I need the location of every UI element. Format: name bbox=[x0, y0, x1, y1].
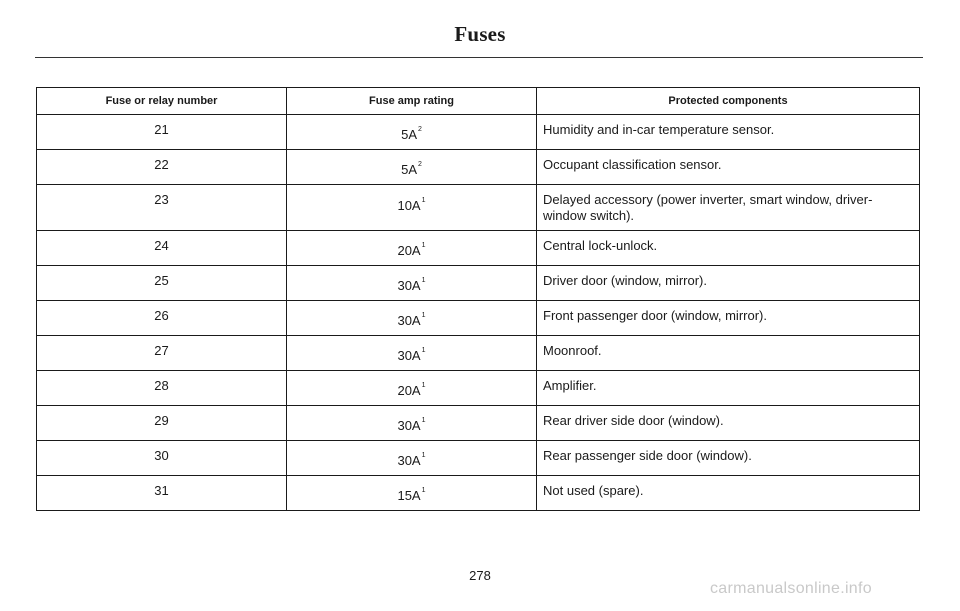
table-header-row bbox=[37, 88, 920, 115]
fuse-number: 24 bbox=[37, 231, 287, 266]
amp-rating bbox=[287, 476, 537, 511]
amp-value: 15A bbox=[397, 488, 421, 503]
table-row bbox=[37, 115, 920, 150]
watermark: carmanualsonline.info bbox=[710, 580, 872, 597]
footnote-marker: 1 bbox=[421, 277, 426, 284]
amp-value: 30A bbox=[397, 278, 421, 293]
section-title: Fuses bbox=[454, 22, 506, 46]
protected-component: Front passenger door (window, mirror). bbox=[537, 301, 920, 336]
amp-value: 5A bbox=[401, 162, 417, 177]
table-row bbox=[37, 441, 920, 476]
fuse-number: 23 bbox=[37, 185, 287, 231]
amp-rating bbox=[287, 371, 537, 406]
fuse-number: 31 bbox=[37, 476, 287, 511]
footnote-marker: 1 bbox=[421, 312, 426, 319]
column-header-protected-components: Protected components bbox=[537, 88, 920, 115]
fuse-number: 22 bbox=[37, 150, 287, 185]
footnote-marker: 1 bbox=[421, 197, 426, 204]
footnote-marker: 1 bbox=[421, 242, 426, 249]
footnote-marker: 1 bbox=[421, 487, 426, 494]
table-row bbox=[37, 406, 920, 441]
amp-value: 10A bbox=[397, 198, 421, 213]
table-row bbox=[37, 266, 920, 301]
table-row bbox=[37, 185, 920, 231]
amp-value: 20A bbox=[397, 383, 421, 398]
amp-rating bbox=[287, 266, 537, 301]
footnote-marker: 1 bbox=[421, 382, 426, 389]
fuse-number: 28 bbox=[37, 371, 287, 406]
amp-value: 30A bbox=[397, 418, 421, 433]
amp-value: 30A bbox=[397, 348, 421, 363]
column-header-amp-rating: Fuse amp rating bbox=[287, 88, 537, 115]
footnote-marker: 2 bbox=[418, 126, 422, 133]
amp-value: 20A bbox=[397, 243, 421, 258]
header-divider bbox=[35, 57, 923, 58]
column-header-fuse-number: Fuse or relay number bbox=[37, 88, 287, 115]
protected-component: Occupant classification sensor. bbox=[537, 150, 920, 185]
table-row bbox=[37, 371, 920, 406]
fuse-number: 26 bbox=[37, 301, 287, 336]
amp-value: 5A bbox=[401, 127, 417, 142]
footnote-marker: 1 bbox=[421, 452, 426, 459]
protected-component: Moonroof. bbox=[537, 336, 920, 371]
protected-component: Central lock-unlock. bbox=[537, 231, 920, 266]
footnote-marker: 2 bbox=[418, 161, 422, 168]
amp-value: 30A bbox=[397, 453, 421, 468]
footnote-marker: 1 bbox=[421, 347, 426, 354]
protected-component: Amplifier. bbox=[537, 371, 920, 406]
protected-component: Not used (spare). bbox=[537, 476, 920, 511]
amp-rating bbox=[287, 231, 537, 266]
footnote-marker: 1 bbox=[421, 417, 426, 424]
protected-component: Rear passenger side door (window). bbox=[537, 441, 920, 476]
amp-rating bbox=[287, 406, 537, 441]
fuse-number: 30 bbox=[37, 441, 287, 476]
protected-component: Humidity and in-car temperature sensor. bbox=[537, 115, 920, 150]
protected-component: Rear driver side door (window). bbox=[537, 406, 920, 441]
table-row bbox=[37, 231, 920, 266]
amp-rating bbox=[287, 336, 537, 371]
protected-component: Delayed accessory (power inverter, smart window, driver-window switch). bbox=[537, 185, 920, 231]
amp-rating bbox=[287, 150, 537, 185]
table-row bbox=[37, 150, 920, 185]
page-number: 278 bbox=[469, 568, 491, 583]
amp-rating bbox=[287, 185, 537, 231]
table-row bbox=[37, 336, 920, 371]
fuse-table bbox=[36, 87, 920, 511]
protected-component: Driver door (window, mirror). bbox=[537, 266, 920, 301]
amp-rating bbox=[287, 301, 537, 336]
fuse-number: 25 bbox=[37, 266, 287, 301]
fuse-number: 21 bbox=[37, 115, 287, 150]
amp-rating bbox=[287, 115, 537, 150]
table-row bbox=[37, 301, 920, 336]
fuse-number: 29 bbox=[37, 406, 287, 441]
amp-value: 30A bbox=[397, 313, 421, 328]
amp-rating bbox=[287, 441, 537, 476]
table-row bbox=[37, 476, 920, 511]
fuse-number: 27 bbox=[37, 336, 287, 371]
